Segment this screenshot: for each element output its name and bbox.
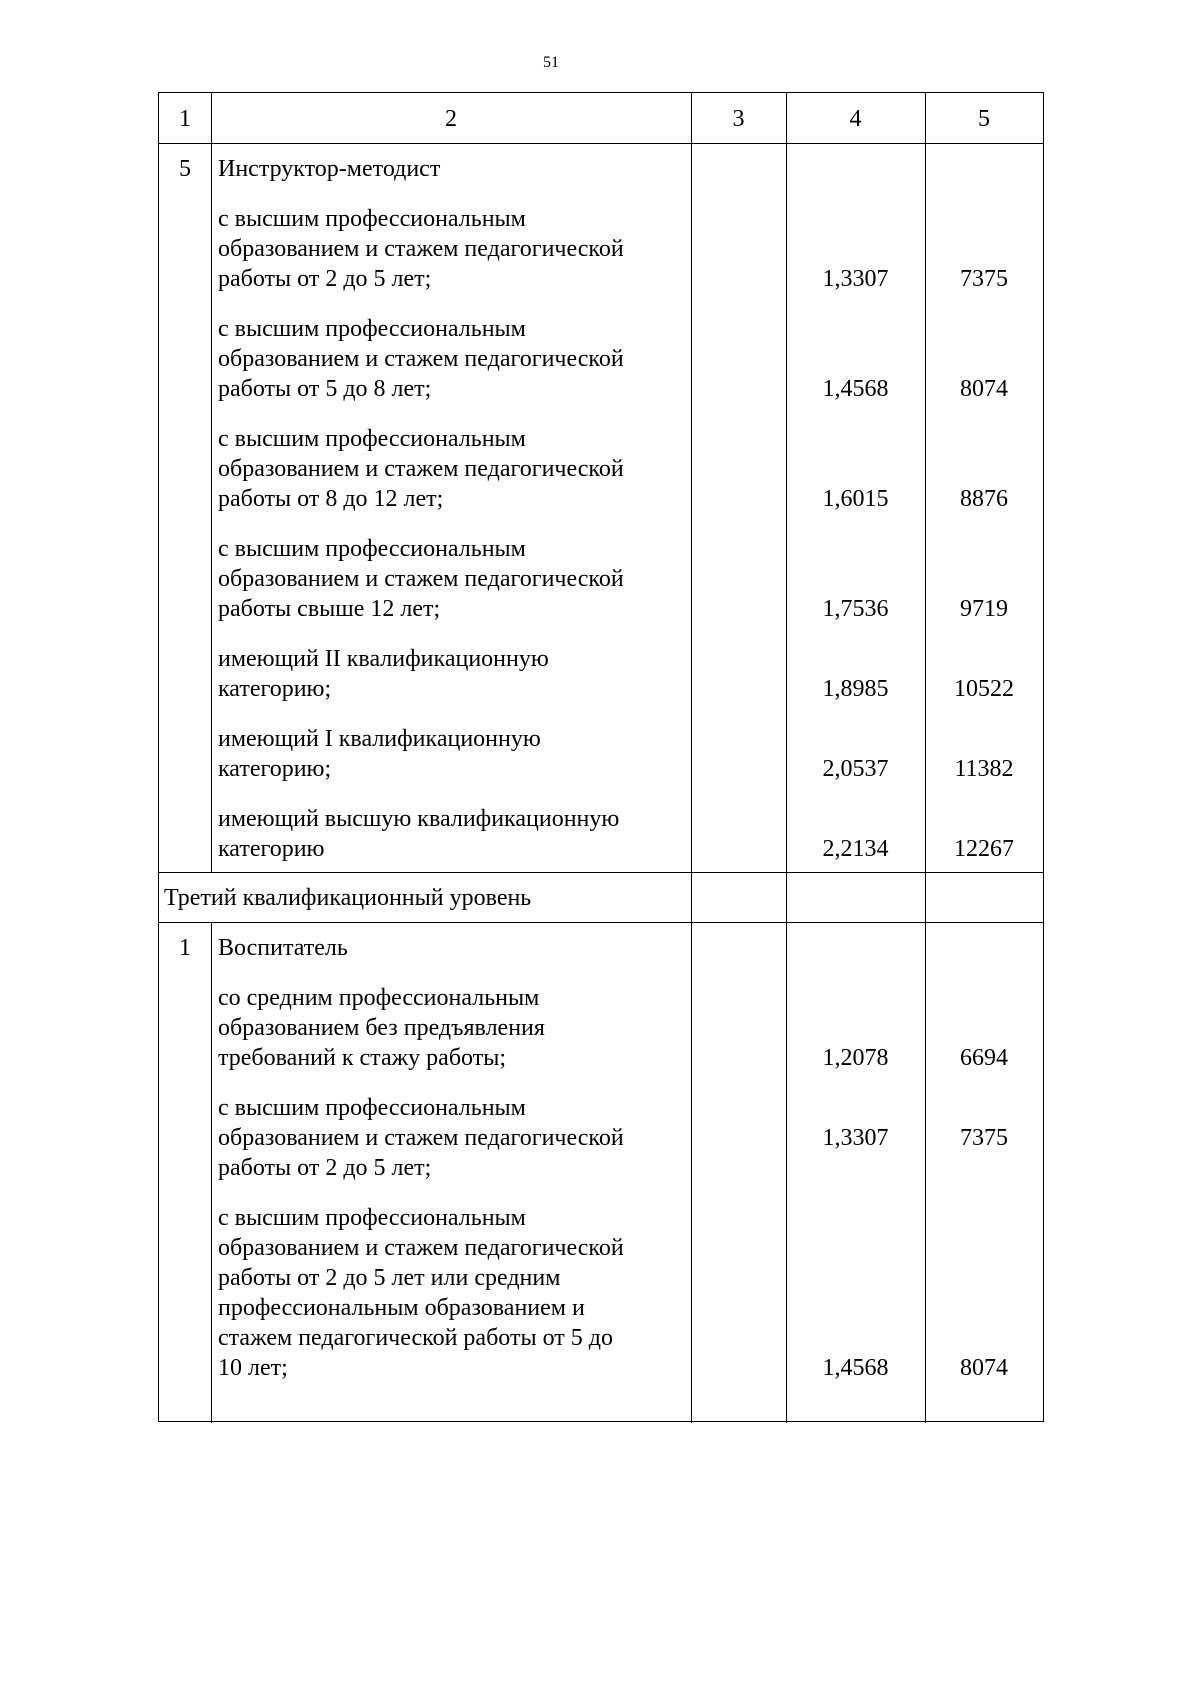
salary-value: 8074	[960, 1355, 1008, 1381]
salary-value: 8074	[960, 376, 1008, 402]
header-col-5: 5	[978, 106, 990, 132]
page-number: 51	[543, 54, 559, 71]
col2-divider	[691, 93, 692, 1423]
col1-divider	[211, 93, 212, 872]
row-number: 1	[179, 935, 191, 961]
salary-value: 6694	[960, 1045, 1008, 1071]
qualification-text: имеющий II квалификационную категорию;	[218, 646, 549, 702]
qualification-text: с высшим профессиональным образованием и стажем педагогической работы свыше 12 лет;	[218, 536, 624, 622]
salary-value: 7375	[960, 1125, 1008, 1151]
salary-value: 9719	[960, 596, 1008, 622]
qualification-text: со средним профессиональным образованием без предъявления требований к стажу работы;	[218, 985, 545, 1071]
coefficient-value: 1,6015	[822, 486, 889, 512]
qualification-text: с высшим профессиональным образованием и стажем педагогической работы от 2 до 5 лет или средним профессиональным образованием и стажем педагогической работы от 5 до 10 лет;	[218, 1205, 624, 1381]
salary-table	[158, 92, 1044, 1422]
coefficient-value: 1,2078	[822, 1045, 889, 1071]
salary-value: 11382	[954, 756, 1014, 782]
header-col-1: 1	[179, 106, 191, 132]
qualification-text: с высшим профессиональным образованием и стажем педагогической работы от 8 до 12 лет;	[218, 426, 624, 512]
qualification-text: имеющий высшую квалификационную категорию	[218, 806, 620, 862]
qualification-text: с высшим профессиональным образованием и стажем педагогической работы от 2 до 5 лет;	[218, 1095, 624, 1181]
coefficient-value: 1,7536	[822, 596, 889, 622]
header-divider	[159, 143, 1043, 144]
row-number: 5	[179, 156, 191, 182]
qualification-text: с высшим профессиональным образованием и стажем педагогической работы от 5 до 8 лет;	[218, 316, 624, 402]
section1-bottom-divider	[159, 872, 1043, 873]
position-title: Воспитатель	[218, 935, 348, 961]
qualification-text: имеющий I квалификационную категорию;	[218, 726, 541, 782]
coefficient-value: 1,3307	[822, 1125, 889, 1151]
coefficient-value: 1,4568	[822, 376, 889, 402]
level-heading-divider	[159, 922, 1043, 923]
salary-value: 7375	[960, 266, 1008, 292]
level-heading: Третий квалификационный уровень	[164, 885, 532, 911]
col1-divider-lower	[211, 922, 212, 1423]
qualification-text: с высшим профессиональным образованием и стажем педагогической работы от 2 до 5 лет;	[218, 206, 624, 292]
header-col-3: 3	[732, 106, 745, 132]
header-col-4: 4	[849, 106, 862, 132]
header-col-2: 2	[445, 106, 457, 132]
coefficient-value: 1,4568	[822, 1355, 889, 1381]
coefficient-value: 2,2134	[822, 836, 889, 862]
salary-value: 10522	[954, 676, 1014, 702]
coefficient-value: 1,8985	[822, 676, 889, 702]
coefficient-value: 1,3307	[822, 266, 889, 292]
salary-value: 8876	[960, 486, 1008, 512]
salary-value: 12267	[954, 836, 1014, 862]
position-title: Инструктор-методист	[218, 156, 441, 182]
coefficient-value: 2,0537	[822, 756, 889, 782]
